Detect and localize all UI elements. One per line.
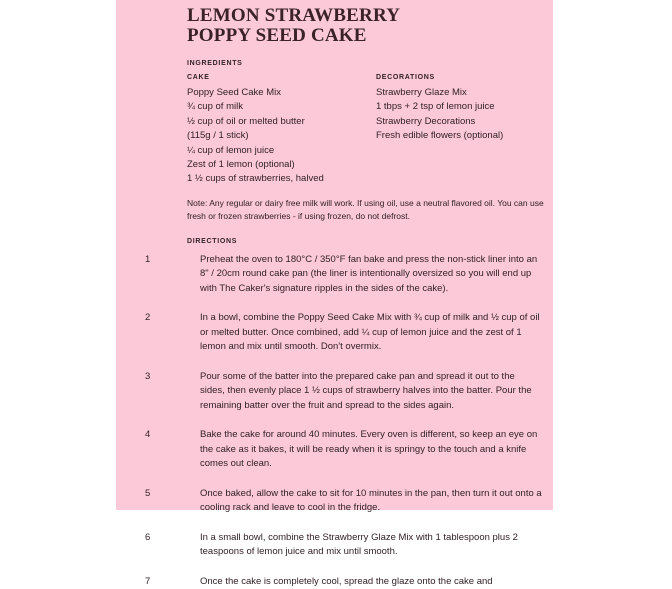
step-row — [145, 487, 553, 516]
ingredient-column-header: CAKE — [187, 74, 210, 81]
step-number: 6 — [145, 531, 151, 543]
step-row — [145, 253, 553, 297]
ingredient-item: 1 tbps + 2 tsp of lemon juice — [376, 101, 495, 113]
step-row — [145, 311, 553, 355]
title-line-1: LEMON STRAWBERRY — [187, 5, 401, 26]
step-row — [145, 428, 553, 472]
ingredient-list — [187, 86, 376, 187]
note-text: Note: Any regular or dairy free milk will work. If using oil, use a neutral flavored oil. You can use fresh or frozen strawberries - if using frozen, do not defrost. — [187, 197, 544, 221]
step-row — [145, 370, 553, 414]
ingredient-item: 1 ½ cups of strawberries, halved — [187, 173, 324, 185]
step-text: Once baked, allow the cake to sit for 10 minutes in the pan, then turn it out onto a cooling rack and leave to cool in the fridge. — [200, 487, 542, 514]
ingredients-section-label: INGREDIENTS — [187, 60, 243, 67]
ingredient-item: Strawberry Glaze Mix — [376, 87, 467, 98]
title-line-2: POPPY SEED CAKE — [187, 24, 367, 46]
step-number: 1 — [145, 253, 151, 265]
step-text: Pour some of the batter into the prepared cake pan and spread it out to the sides, then evenly place 1 ½ cups of strawberry halves into the batter. Pour the remaining batter over the fruit and spread to the sides again. — [200, 370, 532, 411]
ingredients-columns — [187, 74, 553, 187]
ingredient-item: Poppy Seed Cake Mix — [187, 87, 281, 98]
step-row — [145, 575, 553, 589]
step-text: Bake the cake for around 40 minutes. Every oven is different, so keep an eye on the cake as it bakes, it will be ready when it is springy to the touch and a knife comes out clean. — [200, 429, 538, 470]
recipe-card — [116, 0, 553, 587]
directions-list — [145, 253, 553, 589]
directions-section-label: DIRECTIONS — [187, 237, 238, 245]
ingredient-list — [376, 86, 553, 144]
ingredient-item: (115g / 1 stick) — [187, 130, 249, 142]
page-title — [187, 6, 541, 45]
ingredient-item: ½ cup of oil or melted butter — [187, 115, 305, 127]
step-number: 4 — [145, 429, 151, 441]
step-number: 7 — [145, 575, 151, 587]
step-number: 3 — [145, 370, 151, 382]
ingredient-item: Zest of 1 lemon (optional) — [187, 159, 295, 171]
ingredient-column-cake — [187, 74, 376, 187]
step-text: Once the cake is completely cool, spread the glaze onto the cake and — [200, 575, 493, 587]
step-text: Preheat the oven to 180°C / 350°F fan bake and press the non-stick liner into an 8" / 20cm round cake pan (the liner is intentionally oversized so you will end up with The Caker's signature ripples in the sides of the cake). — [200, 253, 538, 294]
ingredient-column-header: DECORATIONS — [376, 74, 435, 81]
ingredient-item: Fresh edible flowers (optional) — [376, 130, 504, 142]
ingredient-item: ¾ cup of milk — [187, 101, 243, 113]
step-number: 5 — [145, 487, 151, 499]
ingredient-item: Strawberry Decorations — [376, 115, 476, 127]
step-row — [145, 531, 553, 560]
ingredient-column-decorations — [376, 74, 553, 187]
step-text: In a small bowl, combine the Strawberry Glaze Mix with 1 tablespoon plus 2 teaspoons of lemon juice and mix until smooth. — [200, 531, 518, 558]
step-number: 2 — [145, 312, 151, 324]
ingredient-item: ¼ cup of lemon juice — [187, 144, 275, 156]
step-text: In a bowl, combine the Poppy Seed Cake Mix with ¾ cup of milk and ½ cup of oil or melted butter. Once combined, add ¼ cup of lemon juice and the zest of 1 lemon and mix until smooth. Don't overmix. — [200, 312, 540, 353]
